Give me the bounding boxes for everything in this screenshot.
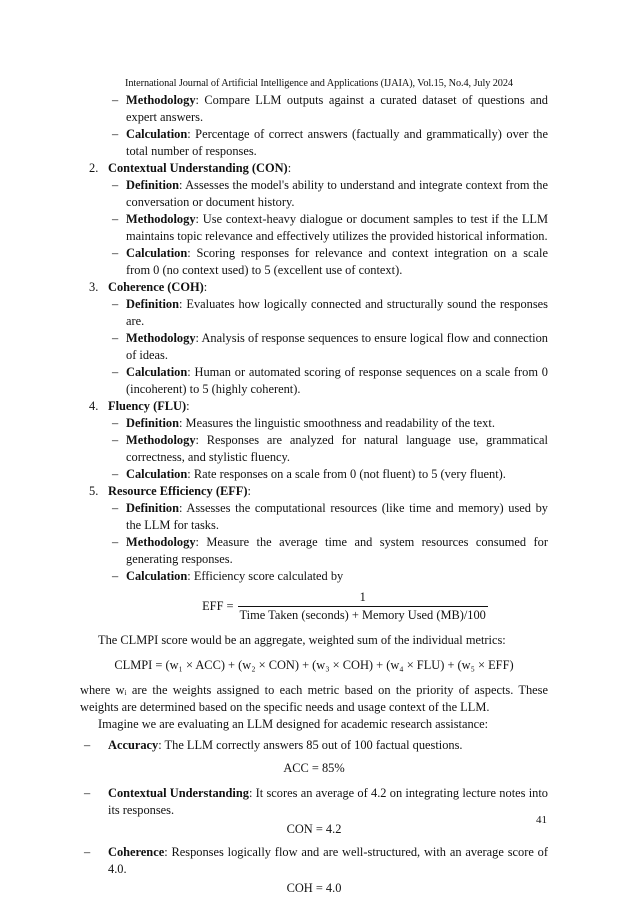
list-item [108,534,548,568]
item-label: Calculation [126,365,188,379]
item-text: : Assesses the model's ability to understand and integrate context from the conversation or document history. [126,178,548,209]
item-label: Calculation [126,127,188,141]
list-item [80,844,548,878]
page-number: 41 [536,814,547,826]
metric-number: 4. [89,399,99,413]
list-item [108,330,548,364]
metric-title: Contextual Understanding (CON) [108,161,288,175]
clmpi-equation: CLMPI = (w₁ × ACC) + (w₂ × CON) + (w₃ × COH) + (w₄ × FLU) + (w₅ × EFF) [114,658,514,672]
list-item [108,415,548,432]
fraction [240,589,486,624]
item-label: Calculation [126,467,188,481]
item-text: : Evaluates how logically connected and structurally sound the responses are. [126,297,548,328]
accuracy-tail-list [80,92,548,160]
item-label: Coherence [108,845,165,859]
item-label: Definition [126,178,180,192]
acc-equation: ACC = 85% [283,761,345,775]
list-item [80,785,548,819]
example-list [80,737,548,897]
eff-equation [140,589,548,624]
list-item [108,432,548,466]
clmpi-intro: The CLMPI score would be an aggregate, weighted sum of the individual metrics: [98,633,506,647]
item-label: Accuracy [108,738,159,752]
item-text: : Responses are analyzed for natural language use, grammatical correctness, and stylistic fluency. [126,433,548,464]
example-intro: Imagine we are evaluating an LLM designed for academic research assistance: [98,717,489,731]
list-item [108,245,548,279]
item-label: Methodology [126,433,196,447]
metric-con: 2. Contextual Understanding (CON): – Definition: Assesses the model's ability to understand and integrate context from the conversation or document history. – Methodology: Use context-heavy dialogue or document samples to test if the LLM maintains topic relevance and effectively utilizes the provided historical information. – Calculation: Scoring responses for relevance and context integration on a scale from 0 (no context used) to 5 (excellent use of context). [80,160,548,279]
item-text: : Analysis of response sequences to ensure logical flow and connection of ideas. [126,331,548,362]
item-text: : Efficiency score calculated by [187,569,344,583]
list-item [108,296,548,330]
metric-eff: 5. Resource Efficiency (EFF): – Definition: Assesses the computational resources (like time and memory) used by the LLM for tasks. – Methodology: Measure the average time and system resources consumed for generating responses. – Calculation: Efficiency score calculated by [80,483,548,585]
item-text: : Measure the average time and system resources consumed for generating responses. [126,535,548,566]
item-text: : Responses logically flow and are well-structured, with an average score of 4.0. [108,845,548,876]
fraction-numerator: 1 [238,589,488,607]
coh-equation: COH = 4.0 [286,881,342,895]
metric-title: Resource Efficiency (EFF) [108,484,248,498]
metric-title: Coherence (COH) [108,280,204,294]
list-item [108,568,548,585]
item-label: Methodology [126,535,196,549]
metric-number: 3. [89,280,99,294]
item-text: : Measures the linguistic smoothness and readability of the text. [179,416,495,430]
list-item [108,211,548,245]
item-label: Methodology [126,93,196,107]
item-text: : Assesses the computational resources (like time and memory) used by the LLM for tasks. [126,501,548,532]
item-text: : Percentage of correct answers (factually and grammatically) over the total number of responses. [126,127,548,158]
item-label: Definition [126,416,180,430]
item-label: Definition [126,297,180,311]
metric-number: 5. [89,484,99,498]
list-item [108,177,548,211]
metric-coh: 3. Coherence (COH): – Definition: Evaluates how logically connected and structurally sound the responses are. – Methodology: Analysis of response sequences to ensure logical flow and connection of ideas. – Calculation: Human or automated scoring of response sequences on a scale from 0 (incoherent) to 5 (highly coherent). [80,279,548,398]
weights-paragraph: where wᵢ are the weights assigned to each metric based on the priority of aspects. These weights are determined based on the specific needs and usage context of the LLM. [80,683,548,714]
item-label: Methodology [126,331,196,345]
list-item [108,364,548,398]
item-label: Contextual Understanding [108,786,249,800]
metric-number: 2. [89,161,99,175]
item-text: : Rate responses on a scale from 0 (not fluent) to 5 (very fluent). [187,467,506,481]
item-text: : The LLM correctly answers 85 out of 100 factual questions. [158,738,463,752]
item-label: Calculation [126,569,188,583]
equation-lhs: EFF = [202,599,234,613]
item-text: : It scores an average of 4.2 on integrating lecture notes into its responses. [108,786,548,817]
item-label: Calculation [126,246,188,260]
list-item [80,737,548,754]
journal-header: International Journal of Artificial Intelligence and Applications (IJAIA), Vol.15, No.4, July 2024 [125,78,513,89]
item-label: Definition [126,501,180,515]
item-text: : Human or automated scoring of response sequences on a scale from 0 (incoherent) to 5 (highly coherent). [126,365,548,396]
list-item [108,466,548,483]
metric-flu: 4. Fluency (FLU): – Definition: Measures the linguistic smoothness and readability of the text. – Methodology: Responses are analyzed for natural language use, grammatical correctness, and stylistic fluency. – Calculation: Rate responses on a scale from 0 (not fluent) to 5 (very fluent). [80,398,548,483]
metric-title: Fluency (FLU) [108,399,187,413]
list-item [108,92,548,126]
main-content [80,92,548,897]
con-equation: CON = 4.2 [286,822,342,836]
fraction-denominator: Time Taken (seconds) + Memory Used (MB)/100 [239,608,486,622]
list-item [108,500,548,534]
item-label: Methodology [126,212,196,226]
item-text: : Scoring responses for relevance and context integration on a scale from 0 (no context used) to 5 (excellent use of context). [126,246,548,277]
list-item [108,126,548,160]
item-text: : Use context-heavy dialogue or document samples to test if the LLM maintains topic relevance and effectively utilizes the provided historical information. [126,212,548,243]
item-text: : Compare LLM outputs against a curated dataset of questions and expert answers. [126,93,548,124]
